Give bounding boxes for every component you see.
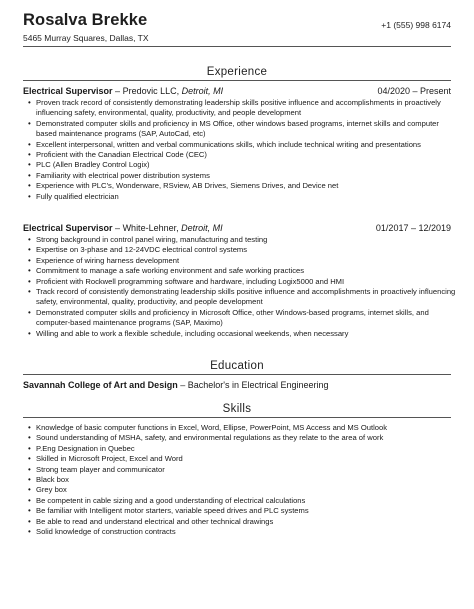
list-item: • Proven track record of consistently demonstrating leadership skills positive influence and accomplishments in proactively influencing safety, environmental, quality, productivity, and people development <box>36 98 456 119</box>
list-item: • Be familiar with Intelligent motor starters, variable speed drives and PLC systems <box>36 506 456 516</box>
job-bullets-2 <box>36 235 456 339</box>
job-title: Electrical Supervisor <box>23 86 113 96</box>
job-company: Predovic LLC, <box>122 86 182 96</box>
list-item: • Commitment to manage a safe working environment and safe working practices <box>36 266 456 276</box>
job-location: Detroit, MI <box>181 223 223 233</box>
list-item: • Be able to read and understand electrical and other technical drawings <box>36 517 456 527</box>
list-item: • Track record of consistently demonstrating leadership skills positive influence and accomplishments in proactively influencing safety, environmental, quality, productivity, and people development <box>36 287 456 308</box>
skills-divider <box>23 417 451 418</box>
phone-number: +1 (555) 998 6174 <box>381 20 451 30</box>
list-item: • Excellent interpersonal, written and verbal communications skills, which include technical writing and presentations <box>36 140 456 150</box>
job-title: Electrical Supervisor <box>23 223 113 233</box>
skills-list <box>36 423 456 537</box>
job-company: White-Lehner, <box>122 223 182 233</box>
job-separator: – <box>112 86 123 96</box>
list-item: • PLC (Allen Bradley Control Logix) <box>36 160 456 170</box>
list-item: • Fully qualified electrician <box>36 192 456 202</box>
list-item: • Proficient with Rockwell programming software and hardware, including Logix5000 and HMI <box>36 277 456 287</box>
list-item: • Experience with PLC’s, Wonderware, RSview, AB Drives, Siemens Drives, and Device net <box>36 181 456 191</box>
list-item: • Knowledge of basic computer functions in Excel, Word, Ellipse, PowerPoint, MS Access and MS Outlook <box>36 423 456 433</box>
list-item: • Be competent in cable sizing and a good understanding of electrical calculations <box>36 496 456 506</box>
list-item: • Expertise on 3-phase and 12-24VDC electrical control systems <box>36 245 456 255</box>
skills-heading: Skills <box>222 403 252 415</box>
list-item: • Demonstrated computer skills and proficiency in MS Office, other windows based programs, internet skills and computer based maintenance programs (SAP, AutoCad, etc) <box>36 119 456 140</box>
job-location: Detroit, MI <box>181 86 224 96</box>
job-bullets-1 <box>36 98 456 202</box>
list-item: • Proficient with the Canadian Electrical Code (CEC) <box>36 150 456 160</box>
list-item: • Demonstrated computer skills and proficiency in Microsoft Office, other Windows-based programs, internet skills, and computer-based maintenance programs (SAP, Maximo) <box>36 308 456 329</box>
list-item: • Sound understanding of MSHA, safety, and environmental regulations as they relate to the area of work <box>36 433 456 443</box>
job-header-1 <box>23 86 451 96</box>
list-item: • Strong background in control panel wiring, manufacturing and testing <box>36 235 456 245</box>
list-item: • Black box <box>36 475 456 485</box>
experience-divider <box>23 80 451 81</box>
list-item: • Solid knowledge of construction contracts <box>36 527 456 537</box>
list-item: • Willing and able to work a flexible schedule, including occasional weekends, when necessary <box>36 329 456 339</box>
degree: Bachelor's in Electrical Engineering <box>187 380 329 390</box>
list-item: • P.Eng Designation in Quebec <box>36 444 456 454</box>
education-entry <box>23 380 329 390</box>
list-item: • Grey box <box>36 485 456 495</box>
list-item: • Experience of wiring harness development <box>36 256 456 266</box>
education-heading: Education <box>210 360 264 372</box>
education-separator: – <box>177 380 188 390</box>
job-separator: – <box>112 223 123 233</box>
job-header-2 <box>23 223 451 233</box>
experience-heading: Experience <box>206 66 268 78</box>
candidate-name: Rosalva Brekke <box>23 11 148 29</box>
job-dates: 04/2020 – Present <box>377 86 451 96</box>
header-divider <box>23 46 451 47</box>
job-dates: 01/2017 – 12/2019 <box>375 223 451 233</box>
list-item: • Familiarity with electrical power distribution systems <box>36 171 456 181</box>
school-name: Savannah College of Art and Design <box>23 380 178 390</box>
education-divider <box>23 374 451 375</box>
list-item: • Strong team player and communicator <box>36 465 456 475</box>
list-item: • Skilled in Microsoft Project, Excel and Word <box>36 454 456 464</box>
address: 5465 Murray Squares, Dallas, TX <box>23 33 149 43</box>
